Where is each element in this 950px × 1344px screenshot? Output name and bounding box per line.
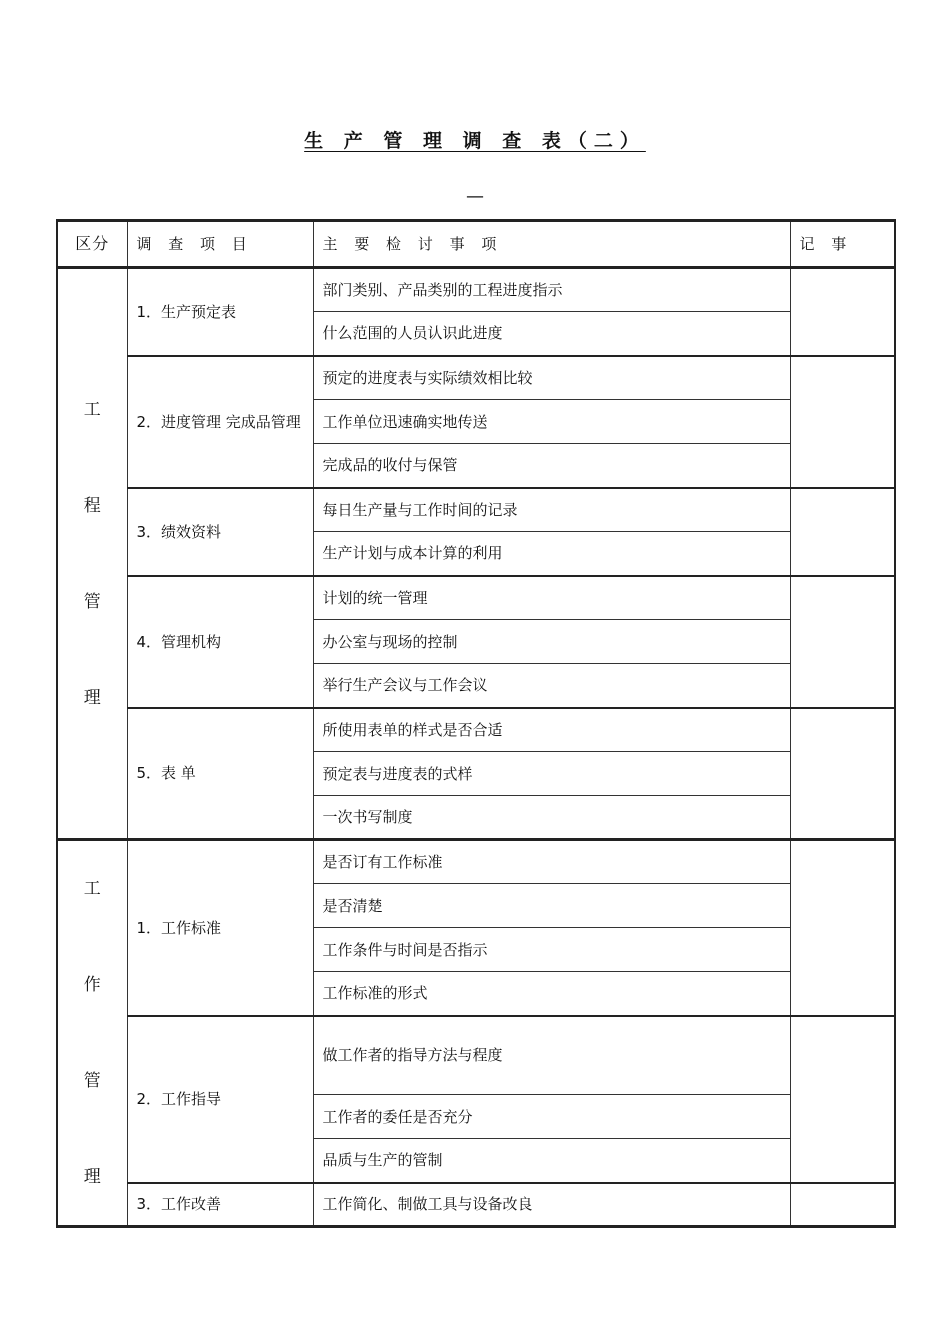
table-row [57,708,895,752]
table-header-row [57,221,895,268]
table-row [57,1016,895,1095]
notes-cell[interactable] [790,576,895,708]
title-dash: — [466,186,484,207]
survey-item: 3．绩效资料 [127,488,313,576]
survey-item: 1．生产预定表 [127,268,313,356]
check-item: 工作单位迅速确实地传送 [313,400,790,444]
page-title: 生 产 管 理 调 查 表（二） [304,130,646,152]
check-item: 所使用表单的样式是否合适 [313,708,790,752]
header-zone: 区分 [57,221,127,268]
survey-item: 3．工作改善 [127,1183,313,1227]
survey-item: 2．进度管理 完成品管理 [127,356,313,488]
table-row [57,576,895,620]
check-item: 是否清楚 [313,884,790,928]
check-item: 预定表与进度表的式样 [313,752,790,796]
notes-cell[interactable] [790,1183,895,1227]
check-item: 是否订有工作标准 [313,840,790,884]
check-item: 办公室与现场的控制 [313,620,790,664]
notes-cell[interactable] [790,488,895,576]
check-item: 工作条件与时间是否指示 [313,928,790,972]
notes-cell[interactable] [790,840,895,1016]
check-item: 品质与生产的管制 [313,1139,790,1183]
check-item: 完成品的收付与保管 [313,444,790,488]
survey-item: 2．工作指导 [127,1016,313,1183]
notes-cell[interactable] [790,268,895,356]
check-item: 计划的统一管理 [313,576,790,620]
zone-label-2: 工 作 管 理 [57,840,127,1227]
table-row [57,356,895,400]
notes-cell[interactable] [790,708,895,840]
header-check: 主 要 检 讨 事 项 [313,221,790,268]
table-row [57,268,895,312]
survey-item: 5．表 单 [127,708,313,840]
zone-label-1: 工 程 管 理 [57,268,127,840]
table-row [57,840,895,884]
check-item: 工作简化、制做工具与设备改良 [313,1183,790,1227]
notes-cell[interactable] [790,1016,895,1183]
check-item: 预定的进度表与实际绩效相比较 [313,356,790,400]
check-item: 举行生产会议与工作会议 [313,664,790,708]
check-item: 每日生产量与工作时间的记录 [313,488,790,532]
check-item: 工作者的委任是否充分 [313,1095,790,1139]
check-item: 部门类别、产品类别的工程进度指示 [313,268,790,312]
survey-table [56,219,896,1228]
notes-cell[interactable] [790,356,895,488]
table-row [57,488,895,532]
check-item: 什么范围的人员认识此进度 [313,312,790,356]
survey-item: 4．管理机构 [127,576,313,708]
check-item: 一次书写制度 [313,796,790,840]
check-item: 生产计划与成本计算的利用 [313,532,790,576]
check-item: 做工作者的指导方法与程度 [313,1016,790,1095]
check-item: 工作标准的形式 [313,972,790,1016]
header-notes: 记 事 [790,221,895,268]
table-row [57,1183,895,1227]
survey-item: 1．工作标准 [127,840,313,1016]
header-item: 调 查 项 目 [127,221,313,268]
